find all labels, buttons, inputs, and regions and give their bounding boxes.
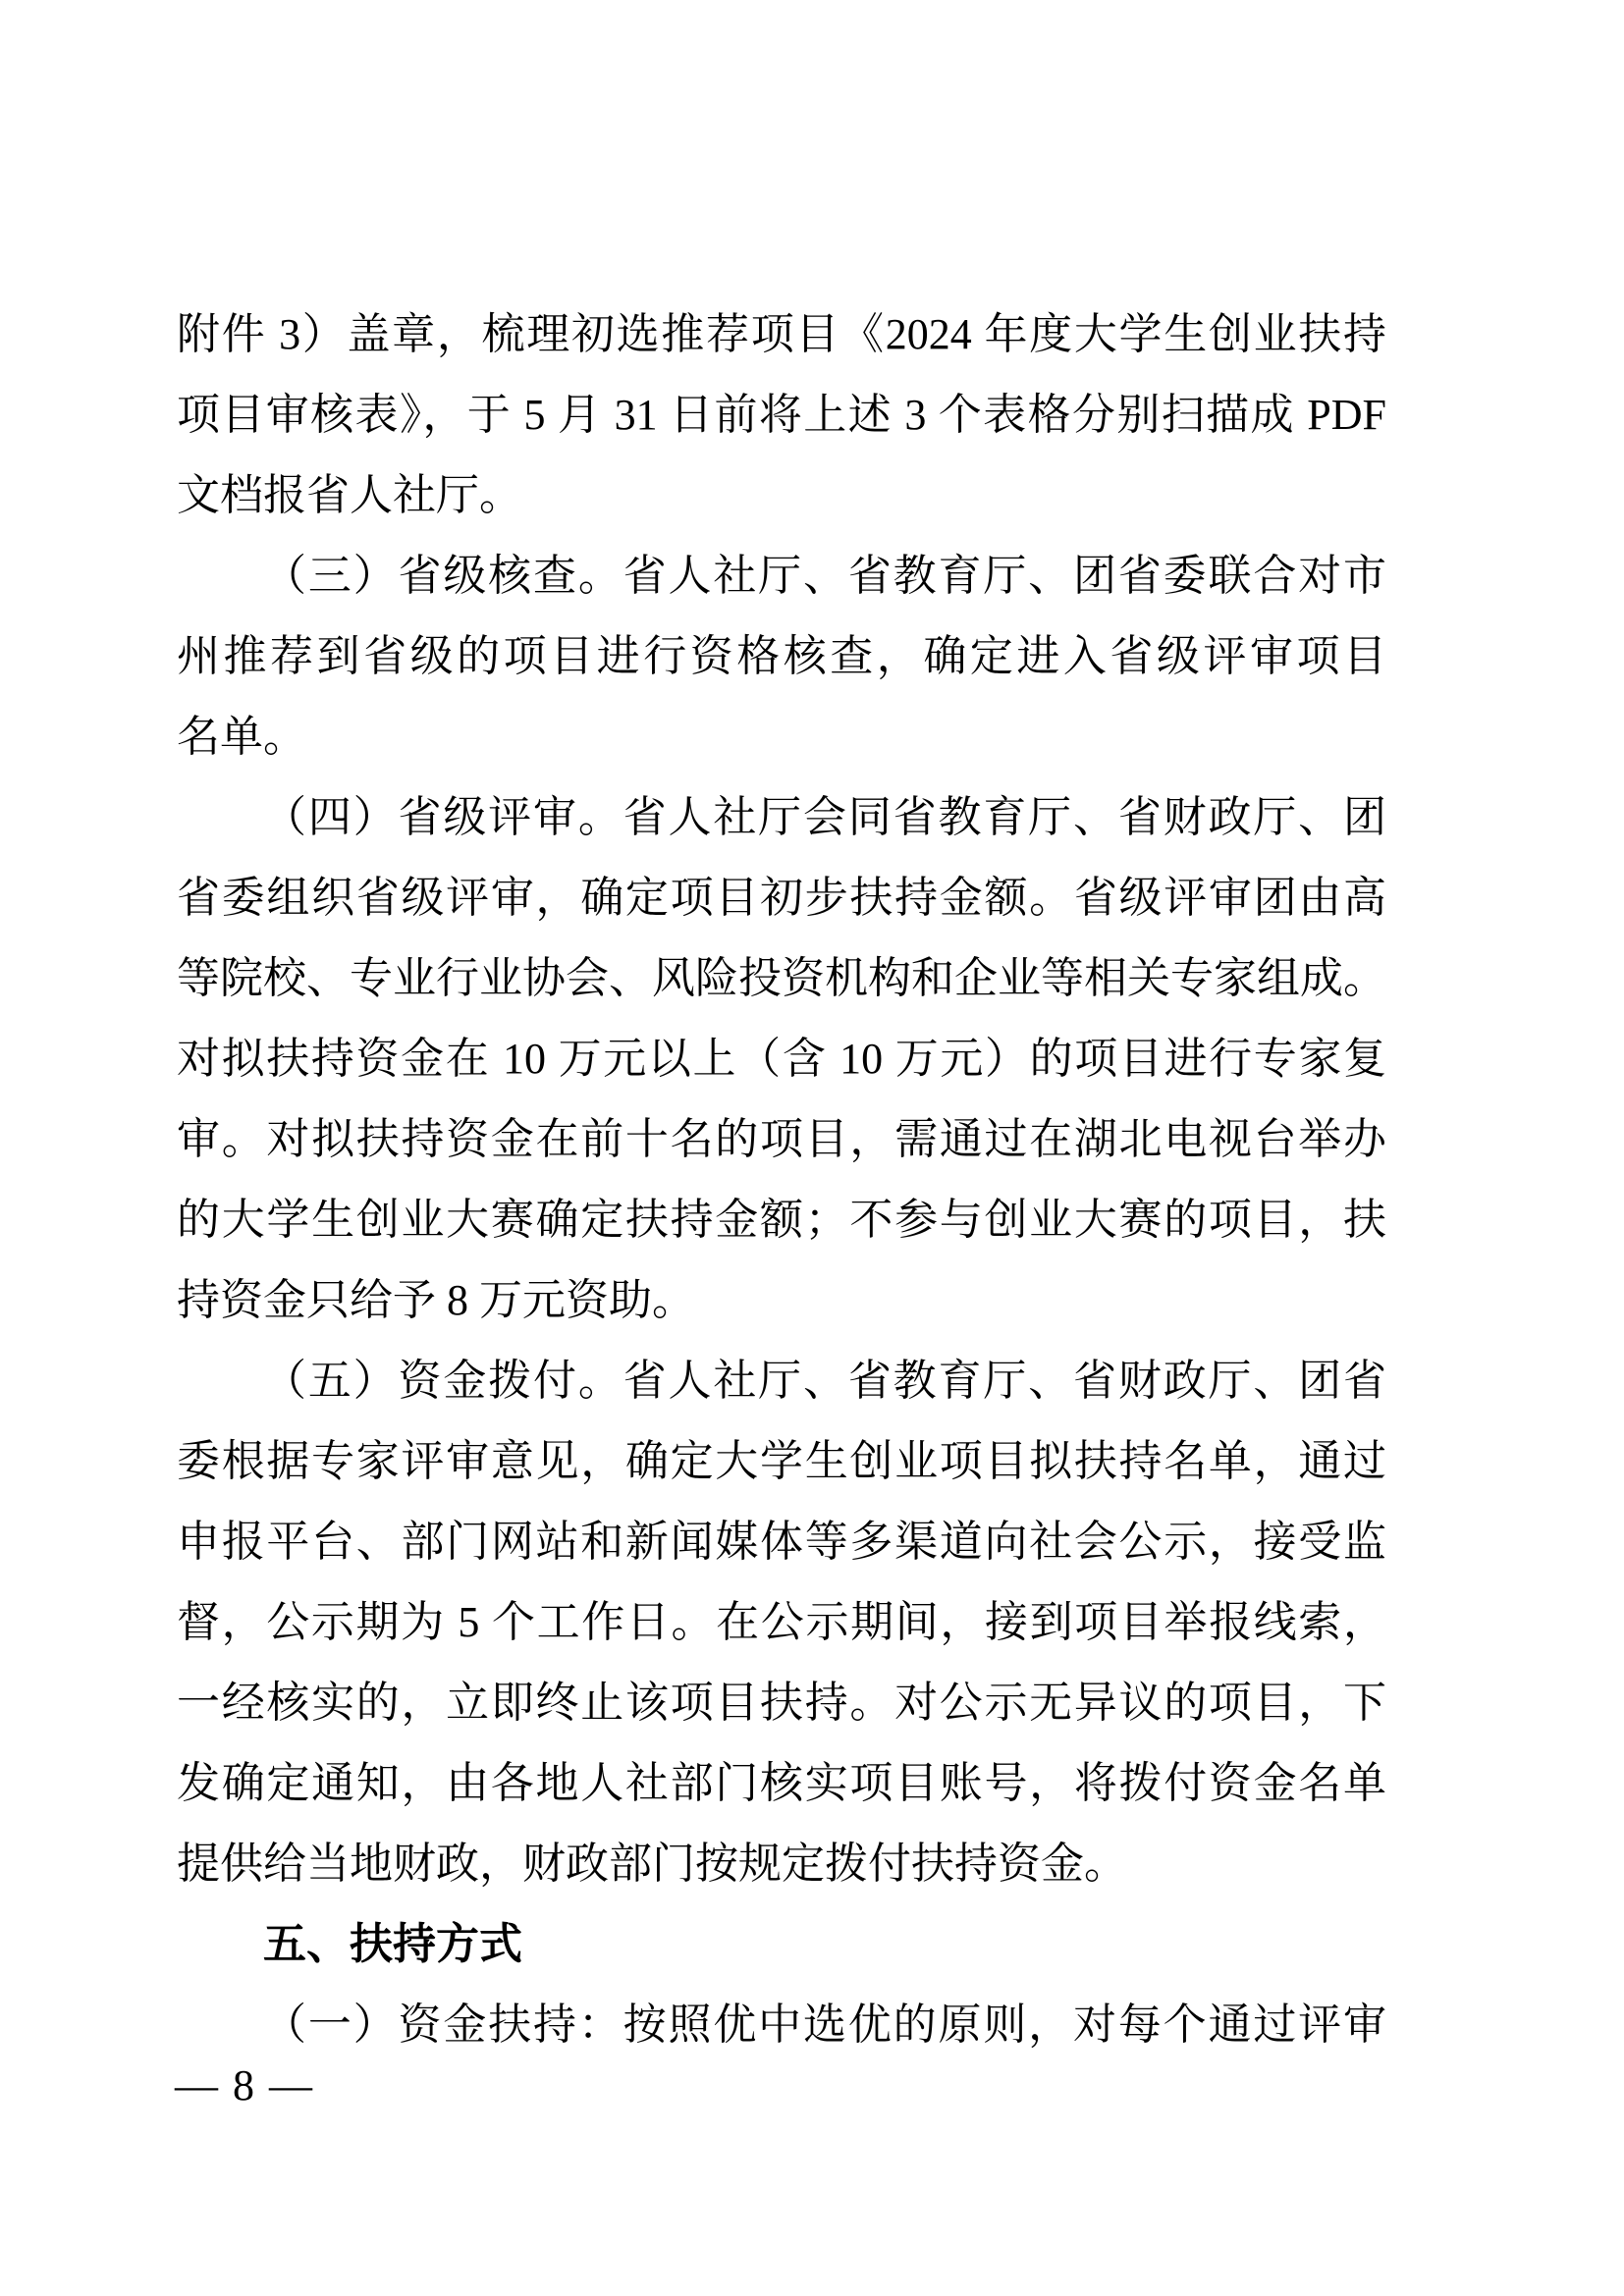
text-line: 的大学生创业大赛确定扶持金额；不参与创业大赛的项目，扶 [177, 1196, 1386, 1244]
text-line: 持资金只给予 8 万元资助。 [177, 1276, 695, 1324]
text-line: 一经核实的，立即终止该项目扶持。对公示无异议的项目，下 [177, 1679, 1386, 1727]
text-line: （一）资金扶持：按照优中选优的原则，对每个通过评审 [263, 2001, 1386, 2049]
text-line: 附件 3）盖章，梳理初选推荐项目《2024 年度大学生创业扶持 [177, 310, 1386, 358]
text-line: 申报平台、部门网站和新闻媒体等多渠道向社会公示，接受监 [177, 1518, 1386, 1566]
document-body [177, 294, 1386, 2065]
page-number: — 8 — [175, 2061, 314, 2109]
text-line: 文档报省人社厅。 [177, 471, 522, 519]
text-line: 等院校、专业行业协会、风险投资机构和企业等相关专家组成。 [177, 954, 1386, 1002]
text-line: 对拟扶持资金在 10 万元以上（含 10 万元）的项目进行专家复 [177, 1035, 1386, 1083]
text-line: 项目审核表》，于 5 月 31 日前将上述 3 个表格分别扫描成 PDF [177, 391, 1386, 439]
text-line: 提供给当地财政，财政部门按规定拨付扶持资金。 [177, 1840, 1127, 1888]
text-line: 发确定通知，由各地人社部门核实项目账号，将拨付资金名单 [177, 1759, 1386, 1807]
text-line: 省委组织省级评审，确定项目初步扶持金额。省级评审团由高 [177, 874, 1386, 922]
text-line: 名单。 [177, 713, 306, 761]
text-line: （三）省级核查。省人社厅、省教育厅、团省委联合对市 [263, 552, 1386, 600]
text-line: 审。对拟扶持资金在前十名的项目，需通过在湖北电视台举办 [177, 1115, 1386, 1163]
text-line: 委根据专家评审意见，确定大学生创业项目拟扶持名单，通过 [177, 1437, 1386, 1485]
text-line: 督，公示期为 5 个工作日。在公示期间，接到项目举报线索， [177, 1598, 1386, 1646]
text-line: （五）资金拨付。省人社厅、省教育厅、省财政厅、团省 [263, 1357, 1386, 1405]
text-line: （四）省级评审。省人社厅会同省教育厅、省财政厅、团 [263, 793, 1386, 841]
text-line: 州推荐到省级的项目进行资格核查，确定进入省级评审项目 [177, 632, 1386, 680]
section-heading: 五、扶持方式 [263, 1920, 522, 1968]
